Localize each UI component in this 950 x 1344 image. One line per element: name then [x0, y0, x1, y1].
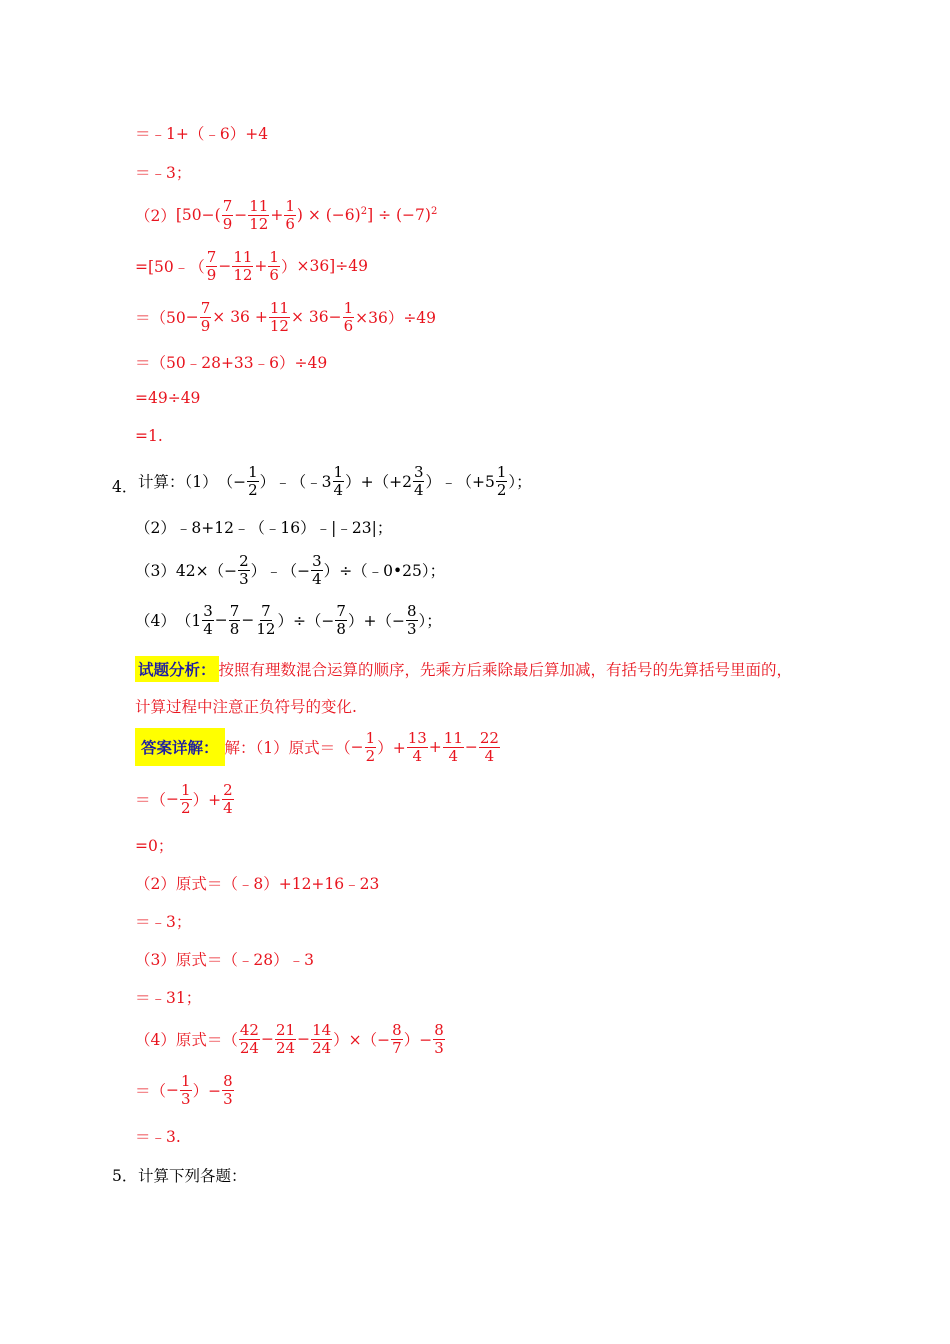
- problem-statement: [138, 464, 532, 498]
- answer-line: ＝﹣31；: [135, 989, 202, 1007]
- problem-part: （4） （1 $\frac{3}{4}$ − $\frac{7}{8}$ − $\frac{7}{12}$ ）÷（− $\frac{7}{8}$ ）+（− $\frac{8}{3}$ ）；: [135, 602, 442, 638]
- problem-part: [135, 553, 445, 587]
- answer-line: （3）原式＝（﹣28）﹣3: [135, 951, 314, 969]
- fraction: $\frac{7}{8}$: [336, 602, 346, 638]
- fraction: $\frac{1}{6}$: [343, 299, 354, 335]
- solution-line: ＝﹣3；: [135, 164, 192, 182]
- answer-tag: 答案详解：: [135, 728, 225, 766]
- fraction: $\frac{1}{2}$: [248, 463, 258, 499]
- math-expression: ）−: [403, 1031, 433, 1049]
- math-expression: × 36 +: [212, 308, 268, 326]
- math-expression: ）﹣（+5: [425, 473, 495, 491]
- math-expression: 解：（1）原式＝（: [224, 739, 351, 757]
- fraction: $\frac{13}{4}$: [407, 729, 427, 765]
- math-expression: ）+（+2: [345, 473, 412, 491]
- math-expression: −: [350, 738, 364, 756]
- math-expression: ×36]÷49: [296, 257, 368, 275]
- math-expression: × 36−: [290, 308, 342, 326]
- fraction: $\frac{3}{4}$: [413, 463, 424, 499]
- math-expression: （−: [217, 473, 247, 491]
- math-expression: =[50﹣（: [135, 258, 205, 276]
- fraction: $\frac{1}{2}$: [181, 781, 191, 817]
- fraction: $\frac{22}{4}$: [479, 729, 499, 765]
- math-expression: ＝（: [135, 791, 167, 809]
- math-expression: 计算：（1）: [138, 473, 218, 491]
- solution-line: =49÷49: [135, 389, 201, 407]
- math-expression: ）÷（−: [277, 612, 335, 630]
- math-expression: （3）42×: [135, 562, 209, 580]
- fraction: $\frac{1}{4}$: [333, 463, 344, 499]
- math-expression: ）+（−: [347, 612, 405, 630]
- problem-number: 4．: [112, 478, 138, 496]
- solution-line: ＝（50﹣28+33﹣6）÷49: [135, 354, 328, 372]
- math-expression: ）﹣（﹣3: [259, 473, 332, 491]
- fraction: $\frac{8}{3}$: [223, 1072, 233, 1108]
- solution-line: ＝﹣1+（﹣6）+4: [135, 125, 269, 143]
- fraction: $\frac{11}{4}$: [443, 729, 463, 765]
- answer-line: 答案详解： 解：（1）原式＝（ − $\frac{1}{2}$ ）+ $\frac{13}{4}$ + $\frac{11}{4}$ − $\frac{22}{4}$: [135, 728, 501, 766]
- problem-part: （2）﹣8+12﹣（﹣16）﹣|﹣23|；: [135, 519, 393, 537]
- fraction: $\frac{7}{9}$: [200, 299, 211, 335]
- fraction: $\frac{3}{4}$: [312, 552, 322, 588]
- math-expression: [50−(: [175, 206, 221, 224]
- part-label: （2）: [135, 207, 176, 225]
- math-expression: ＝（: [135, 1082, 167, 1100]
- fraction: $\frac{7}{12}$: [256, 602, 276, 638]
- fraction: $\frac{7}{9}$: [222, 197, 233, 233]
- fraction: $\frac{11}{12}$: [233, 248, 253, 284]
- answer-line: ＝﹣3.: [135, 1128, 181, 1146]
- solution-line: =1.: [135, 427, 163, 445]
- answer-line: （4）原式＝（ $\frac{42}{24}$ − $\frac{21}{24}$ − $\frac{14}{24}$ ）×（− $\frac{8}{7}$ ）− $\frac{8}{3}$: [135, 1021, 444, 1057]
- problem-statement: 计算下列各题：: [138, 1167, 247, 1185]
- math-expression: ＝（50: [135, 309, 186, 327]
- math-expression: ÷（﹣0•25）；: [339, 562, 446, 580]
- math-expression: ）: [280, 258, 297, 276]
- fraction: $\frac{11}{12}$: [249, 197, 269, 233]
- fraction: $\frac{7}{8}$: [229, 602, 240, 638]
- analysis-text: 按照有理数混合运算的顺序，先乘方后乘除最后算加减，有括号的先算括号里面的，: [218, 661, 793, 679]
- math-expression: ）+: [377, 739, 406, 757]
- fraction: $\frac{1}{6}$: [269, 248, 279, 284]
- analysis-tag: 试题分析：: [135, 656, 219, 682]
- answer-line: （2）原式＝（﹣8）+12+16﹣23: [135, 875, 380, 893]
- math-expression: ) × $(-6)^2] \div (-7)^2$: [296, 205, 438, 225]
- fraction: $\frac{8}{3}$: [406, 602, 417, 638]
- math-expression: （4）: [135, 612, 176, 630]
- fraction: $\frac{3}{4}$: [203, 602, 213, 638]
- answer-line: =0；: [135, 837, 174, 855]
- math-expression: ）﹣（−: [250, 562, 311, 580]
- math-expression: （1: [175, 612, 202, 630]
- fraction: $\frac{1}{2}$: [365, 729, 376, 765]
- math-expression: （4）原式＝（: [135, 1031, 238, 1049]
- fraction: $\frac{2}{4}$: [223, 781, 233, 817]
- fraction: $\frac{8}{3}$: [434, 1021, 444, 1057]
- answer-line: ＝（ − $\frac{1}{2}$ ）+ $\frac{2}{4}$: [135, 781, 233, 817]
- fraction: $\frac{11}{12}$: [269, 299, 289, 335]
- fraction: $\frac{14}{24}$: [312, 1021, 332, 1057]
- fraction: $\frac{1}{2}$: [496, 463, 507, 499]
- fraction: $\frac{21}{24}$: [275, 1021, 296, 1057]
- fraction: $\frac{1}{6}$: [285, 197, 295, 233]
- math-expression: ）×（−: [333, 1031, 391, 1049]
- answer-line: ＝﹣3；: [135, 913, 192, 931]
- solution-line: ＝（50 − $\frac{7}{9}$ × 36 + $\frac{11}{12}$ × 36− $\frac{1}{6}$ ×36）÷49: [135, 299, 437, 335]
- math-expression: （−: [208, 562, 238, 580]
- analysis-line: 计算过程中注意正负符号的变化.: [135, 698, 357, 716]
- analysis-line: [135, 656, 792, 682]
- solution-line: =[50﹣（ $\frac{7}{9}$ − $\frac{11}{12}$ + $\frac{1}{6}$ ） ×36]÷49: [135, 248, 368, 284]
- fraction: $\frac{7}{9}$: [206, 248, 217, 284]
- fraction: $\frac{1}{3}$: [181, 1072, 191, 1108]
- math-expression: ）−: [192, 1082, 222, 1100]
- math-expression: ）: [323, 562, 340, 580]
- math-expression: ）；: [508, 473, 532, 491]
- math-expression: ）；: [418, 612, 442, 630]
- math-expression: ×36）÷49: [355, 309, 437, 327]
- solution-line: （2） [50−( $\frac{7}{9}$ − $\frac{11}{12}$ + $\frac{1}{6}$ ) × $(-6)^2] \div (-7)^2$: [135, 197, 438, 233]
- problem-number: 5．: [112, 1167, 138, 1185]
- answer-line: ＝（ − $\frac{1}{3}$ ）− $\frac{8}{3}$: [135, 1072, 233, 1108]
- fraction: $\frac{8}{7}$: [392, 1021, 402, 1057]
- math-expression: ）+: [192, 791, 222, 809]
- fraction: $\frac{2}{3}$: [239, 552, 249, 588]
- fraction: $\frac{42}{24}$: [239, 1021, 259, 1057]
